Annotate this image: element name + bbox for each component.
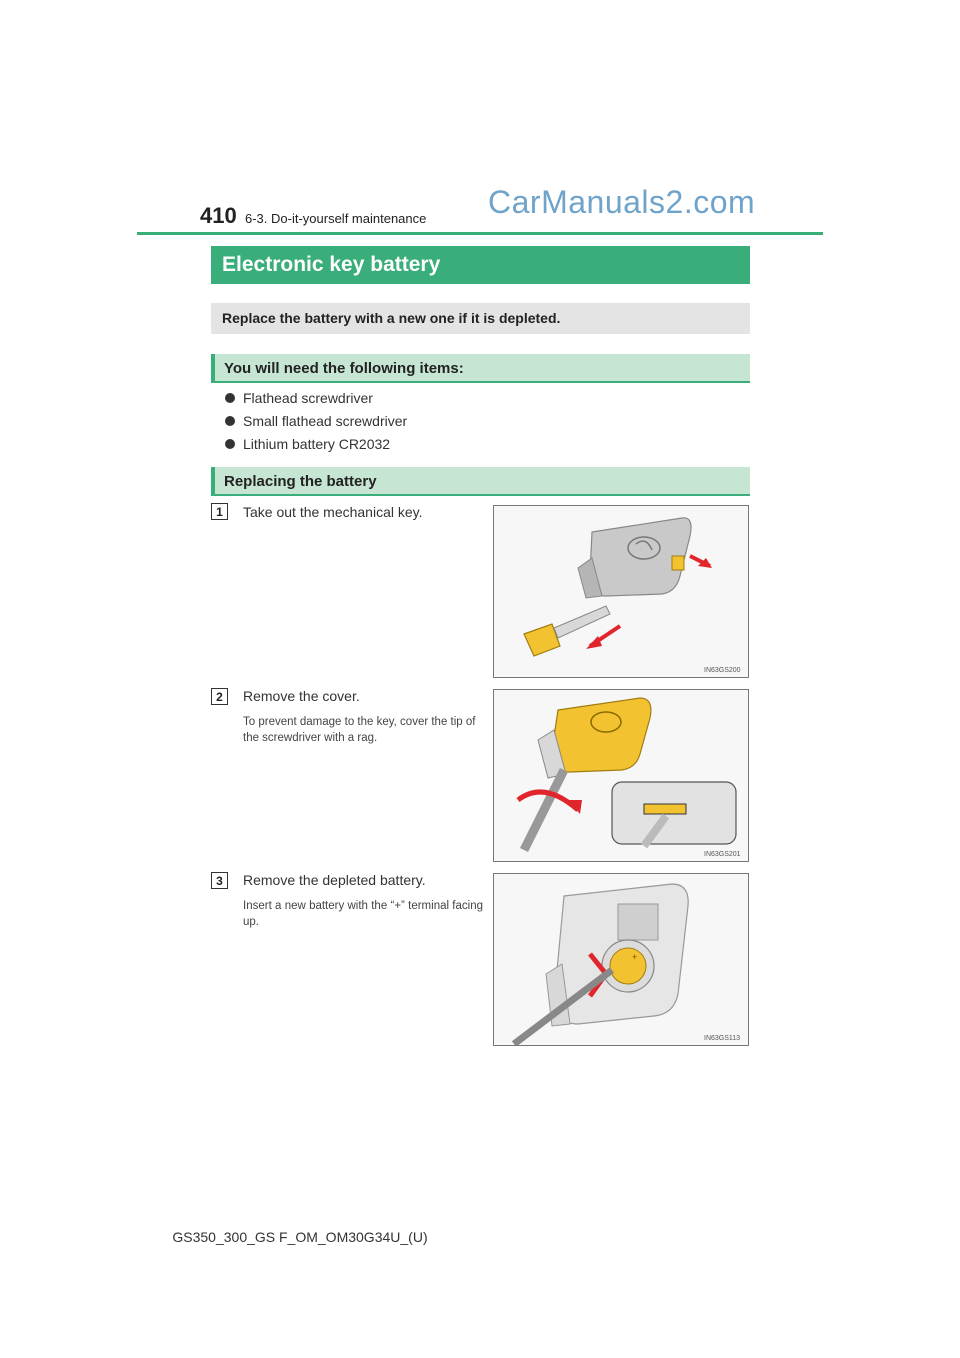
page-heading: Electronic key battery bbox=[211, 246, 750, 284]
list-item bbox=[225, 413, 407, 429]
bullet-icon bbox=[225, 393, 235, 403]
smart-key-icon bbox=[578, 518, 691, 598]
svg-text:+: + bbox=[632, 952, 638, 962]
footer-text: GS350_300_GS F_OM_OM30G34U_(U) bbox=[172, 1229, 428, 1245]
mechanical-key-icon bbox=[524, 606, 610, 656]
intro-box: Replace the battery with a new one if it is depleted. bbox=[211, 303, 750, 334]
bullet-icon bbox=[225, 439, 235, 449]
figure-code: IN63GS200 bbox=[704, 667, 741, 674]
key-cover-icon bbox=[538, 698, 651, 778]
list-item-label: Lithium battery CR2032 bbox=[243, 436, 391, 452]
list-item bbox=[225, 390, 373, 406]
watermark: CarManuals2.com bbox=[488, 184, 756, 220]
key-removal-illustration bbox=[493, 505, 749, 678]
list-item bbox=[225, 436, 390, 452]
battery-removal-illustration bbox=[493, 873, 749, 1046]
step-text: Remove the cover. bbox=[243, 688, 360, 704]
step-number: 2 bbox=[211, 688, 228, 705]
bullet-icon bbox=[225, 416, 235, 426]
step-text: Take out the mechanical key. bbox=[243, 504, 423, 520]
page-number: 410 bbox=[200, 203, 237, 228]
header-rule bbox=[137, 232, 823, 235]
step-number: 1 bbox=[211, 503, 228, 520]
battery-icon bbox=[602, 940, 654, 992]
list-item-label: Small flathead screwdriver bbox=[243, 413, 408, 429]
step-text: Remove the depleted battery. bbox=[243, 872, 426, 888]
detail-inset bbox=[612, 782, 736, 846]
step-note: To prevent damage to the key, cover the tip of the screwdriver with a rag. bbox=[243, 716, 476, 744]
section-title: 6-3. Do-it-yourself maintenance bbox=[245, 211, 427, 226]
cover-removal-illustration bbox=[493, 689, 749, 862]
list-item-label: Flathead screwdriver bbox=[243, 390, 373, 406]
arrow-head-icon bbox=[568, 800, 582, 814]
replace-heading: Replacing the battery bbox=[211, 467, 750, 496]
screwdriver-icon bbox=[524, 770, 564, 850]
step-note: Insert a new battery with the “+” terminal facing up. bbox=[243, 900, 483, 928]
step-number: 3 bbox=[211, 872, 228, 889]
footer bbox=[0, 1229, 960, 1245]
figure-code: IN63GS201 bbox=[704, 851, 741, 858]
figure-code: IN63GS113 bbox=[704, 1035, 741, 1042]
items-heading: You will need the following items: bbox=[211, 354, 750, 383]
